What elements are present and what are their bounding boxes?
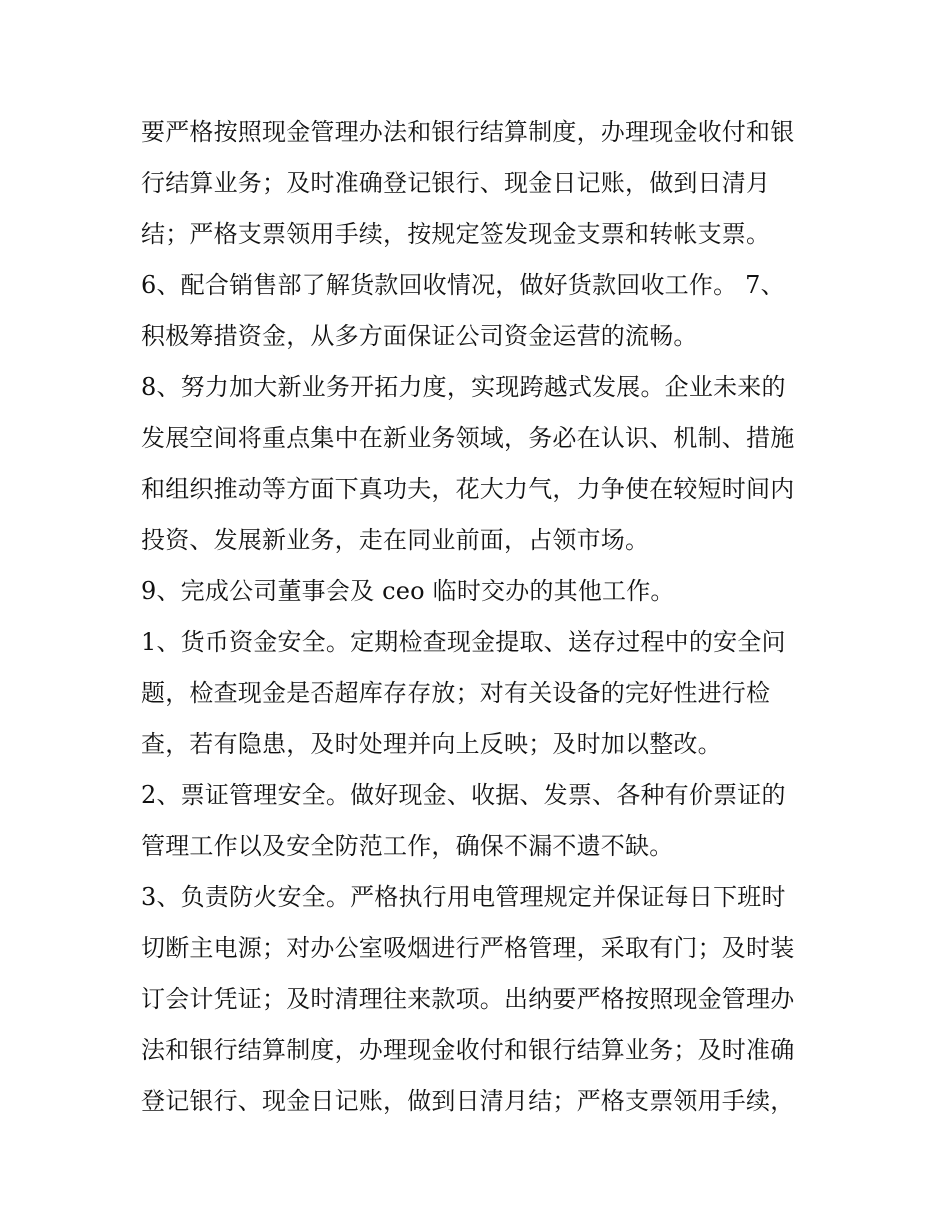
text-line: 9、完成公司董事会及 ceo 临时交办的其他工作。 xyxy=(141,577,675,605)
body-text xyxy=(141,107,821,1127)
text-line: 3、负责防火安全。严格执行用电管理规定并保证每日下班时 xyxy=(141,883,786,911)
text-line: 管理工作以及安全防范工作，确保不漏不遗不缺。 xyxy=(141,832,674,860)
text-line: 积极筹措资金，从多方面保证公司资金运营的流畅。 xyxy=(141,322,698,350)
text-line: 要严格按照现金管理办法和银行结算制度，办理现金收付和银 xyxy=(141,118,795,146)
text-line: 发展空间将重点集中在新业务领域，务必在认识、机制、措施 xyxy=(141,424,795,452)
text-line: 查，若有隐患，及时处理并向上反映；及时加以整改。 xyxy=(141,730,722,758)
text-line: 法和银行结算制度，办理现金收付和银行结算业务；及时准确 xyxy=(141,1036,795,1064)
text-line: 行结算业务；及时准确登记银行、现金日记账，做到日清月 xyxy=(141,169,771,197)
text-line: 1、货币资金安全。定期检查现金提取、送存过程中的安全问 xyxy=(141,628,786,656)
text-line: 订会计凭证；及时清理往来款项。出纳要严格按照现金管理办 xyxy=(141,985,795,1013)
text-line: 切断主电源；对办公室吸烟进行严格管理，采取有门；及时装 xyxy=(141,934,795,962)
text-line: 2、票证管理安全。做好现金、收据、发票、各种有价票证的 xyxy=(141,781,786,809)
text-line: 结；严格支票领用手续，按规定签发现金支票和转帐支票。 xyxy=(141,220,771,248)
text-line: 6、配合销售部了解货款回收情况，做好货款回收工作。 7、 xyxy=(141,271,785,299)
text-line: 和组织推动等方面下真功夫，花大力气，力争使在较短时间内 xyxy=(141,475,795,503)
text-line: 投资、发展新业务，走在同业前面，占领市场。 xyxy=(141,526,650,554)
text-line: 8、努力加大新业务开拓力度，实现跨越式发展。企业未来的 xyxy=(141,373,786,401)
text-line: 题，检查现金是否超库存存放；对有关设备的完好性进行检 xyxy=(141,679,771,707)
text-line: 登记银行、现金日记账，做到日清月结；严格支票领用手续， xyxy=(141,1087,795,1115)
